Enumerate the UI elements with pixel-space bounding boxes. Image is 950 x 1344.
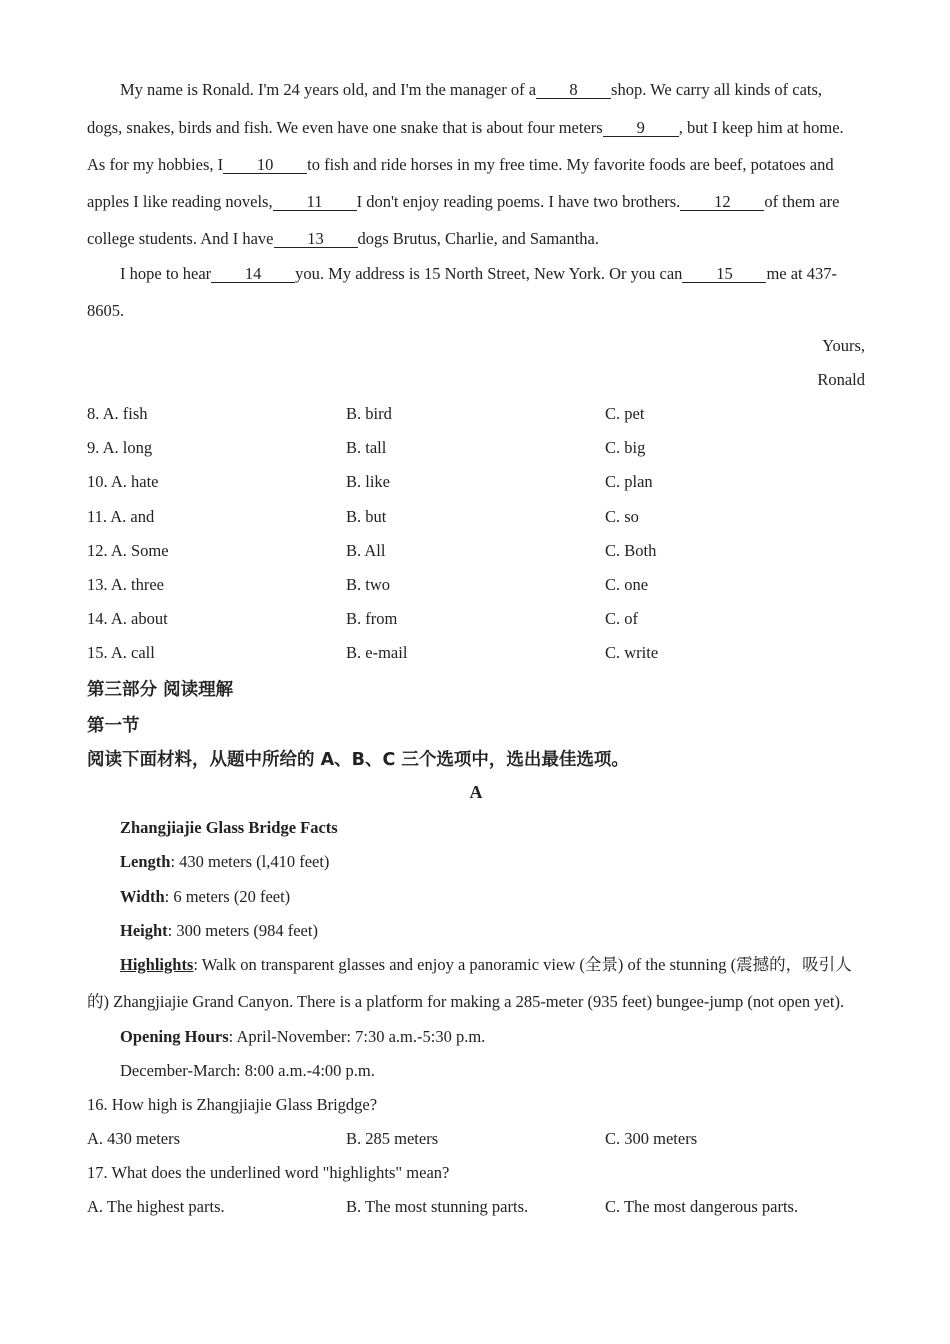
blank-10[interactable]: 10: [223, 157, 307, 174]
fact-width: [87, 887, 290, 907]
fact-label: Length: [120, 852, 171, 871]
option-13c[interactable]: C. one: [605, 575, 649, 594]
blank-12[interactable]: 12: [680, 194, 764, 211]
option-10b[interactable]: B. like: [346, 472, 390, 491]
option-16a[interactable]: A. 430 meters: [87, 1129, 181, 1148]
option-14b[interactable]: B. from: [346, 609, 398, 628]
text-span: college students. And I have: [87, 229, 274, 248]
text-span: I don't enjoy reading poems. I have two brothers.: [356, 192, 681, 211]
subsection-heading: 第一节: [87, 716, 140, 736]
option-15c[interactable]: C. write: [605, 643, 659, 662]
fact-highlights-cont: 的) Zhangjiajie Grand Canyon. There is a platform for making a 285-meter (935 feet) bungee-jump (not open yet).: [87, 992, 845, 1011]
letter-line-1: [87, 80, 822, 100]
text-span: me at 437-: [766, 264, 837, 283]
text-span: to fish and ride horses in my free time. My favorite foods are beef, potatoes and: [307, 155, 834, 174]
blank-15[interactable]: 15: [682, 266, 766, 283]
letter-signature: Ronald: [817, 370, 865, 389]
blank-9[interactable]: 9: [603, 120, 679, 137]
text-span: apples I like reading novels,: [87, 192, 273, 211]
fact-highlights: [87, 955, 852, 975]
option-17a[interactable]: A. The highest parts.: [87, 1197, 225, 1216]
option-16c[interactable]: C. 300 meters: [605, 1129, 698, 1148]
letter-line-3: [87, 155, 834, 175]
option-13b[interactable]: B. two: [346, 575, 391, 594]
option-8a[interactable]: 8. A. fish: [87, 404, 148, 423]
passage-label: A: [469, 782, 483, 802]
option-11c[interactable]: C. so: [605, 507, 639, 526]
option-15b[interactable]: B. e-mail: [346, 643, 408, 662]
text-span: My name is Ronald. I'm 24 years old, and I'm the manager of a: [120, 80, 537, 99]
letter-line-4: [87, 192, 839, 212]
passage-title: [87, 818, 338, 838]
letter-line-5: [87, 229, 599, 249]
text-span: I hope to hear: [120, 264, 212, 283]
option-8c[interactable]: C. pet: [605, 404, 645, 423]
question-16: 16. How high is Zhangjiajie Glass Brigdge?: [87, 1095, 378, 1114]
blank-8[interactable]: 8: [536, 82, 611, 99]
option-17b[interactable]: B. The most stunning parts.: [346, 1197, 529, 1216]
fact-value: : Walk on transparent glasses and enjoy a panoramic view (全景) of the stunning (震撼的，吸引人: [193, 955, 852, 974]
fact-value: : 430 meters (l,410 feet): [170, 852, 330, 871]
letter-line-6: [87, 264, 837, 284]
letter-line-2: [87, 118, 844, 138]
option-9b[interactable]: B. tall: [346, 438, 387, 457]
option-14c[interactable]: C. of: [605, 609, 638, 628]
option-11a[interactable]: 11. A. and: [87, 507, 155, 526]
fact-value: : April-November: 7:30 a.m.-5:30 p.m.: [228, 1027, 486, 1046]
fact-value: : 300 meters (984 feet): [167, 921, 318, 940]
blank-11[interactable]: 11: [273, 194, 357, 211]
option-12b[interactable]: B. All: [346, 541, 386, 560]
text-span: you. My address is 15 North Street, New York. Or you can: [295, 264, 683, 283]
option-12c[interactable]: C. Both: [605, 541, 657, 560]
text-span: dogs, snakes, birds and fish. We even have one snake that is about four meters: [87, 118, 603, 137]
fact-value: : 6 meters (20 feet): [164, 887, 291, 906]
part-heading: 第三部分 阅读理解: [87, 680, 234, 700]
option-17c[interactable]: C. The most dangerous parts.: [605, 1197, 799, 1216]
highlights-word: Highlights: [120, 955, 194, 974]
instruction-heading: 阅读下面材料，从题中所给的 A、B、C 三个选项中，选出最佳选项。: [87, 750, 629, 770]
option-14a[interactable]: 14. A. about: [87, 609, 168, 628]
letter-closing: Yours,: [822, 336, 865, 355]
text-span: dogs Brutus, Charlie, and Samantha.: [357, 229, 600, 248]
fact-hours-winter: December-March: 8:00 a.m.-4:00 p.m.: [120, 1061, 375, 1080]
option-11b[interactable]: B. but: [346, 507, 387, 526]
fact-label: Height: [120, 921, 168, 940]
question-17: 17. What does the underlined word "highlights" mean?: [87, 1163, 450, 1182]
option-10a[interactable]: 10. A. hate: [87, 472, 159, 491]
option-10c[interactable]: C. plan: [605, 472, 653, 491]
option-16b[interactable]: B. 285 meters: [346, 1129, 439, 1148]
fact-length: [87, 852, 329, 872]
passage-title-text: Zhangjiajie Glass Bridge Facts: [120, 818, 338, 837]
option-12a[interactable]: 12. A. Some: [87, 541, 169, 560]
text-span: As for my hobbies, I: [87, 155, 224, 174]
option-8b[interactable]: B. bird: [346, 404, 392, 423]
letter-line-7: 8605.: [87, 301, 125, 320]
text-span: , but I keep him at home.: [678, 118, 844, 137]
blank-14[interactable]: 14: [211, 266, 295, 283]
fact-height: [87, 921, 318, 941]
fact-hours: [87, 1027, 485, 1047]
text-span: shop. We carry all kinds of cats,: [611, 80, 823, 99]
option-9c[interactable]: C. big: [605, 438, 646, 457]
option-13a[interactable]: 13. A. three: [87, 575, 164, 594]
option-15a[interactable]: 15. A. call: [87, 643, 155, 662]
blank-13[interactable]: 13: [274, 231, 358, 248]
fact-label: Opening Hours: [120, 1027, 229, 1046]
option-9a[interactable]: 9. A. long: [87, 438, 153, 457]
fact-label: Width: [120, 887, 165, 906]
text-span: of them are: [764, 192, 840, 211]
